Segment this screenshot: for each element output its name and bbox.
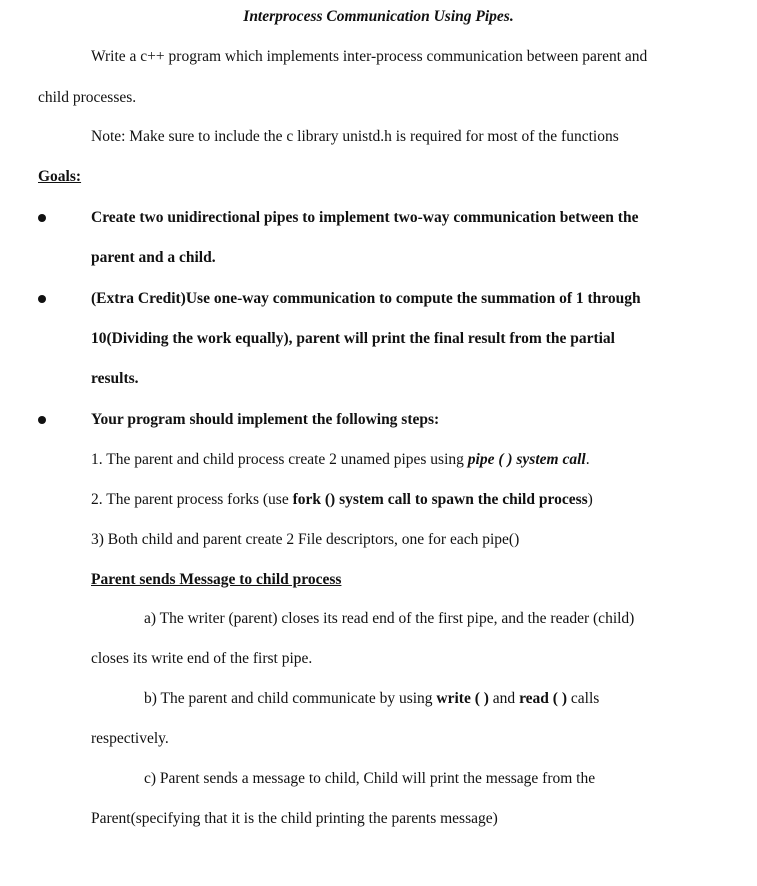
step-2-text: 2. The parent process forks (use	[91, 491, 293, 508]
parent-c-line-1: c) Parent sends a message to child, Child will print the message from the	[144, 770, 596, 787]
goal-3-line-1: Your program should implement the following steps:	[91, 411, 440, 428]
step-1	[91, 450, 590, 470]
parent-b-text: b) The parent and child communicate by using	[144, 690, 437, 707]
parent-b-and: and	[488, 690, 520, 707]
document-title: Interprocess Communication Using Pipes.	[243, 8, 514, 25]
intro-note: Note: Make sure to include the c library unistd.h is required for most of the functions	[91, 128, 619, 145]
intro-line-1: Write a c++ program which implements inter-process communication between parent and	[91, 48, 648, 65]
parent-c-line-2: Parent(specifying that it is the child printing the parents message)	[91, 810, 498, 827]
parent-b-line-2: respectively.	[91, 730, 169, 747]
step-2-end: )	[587, 491, 593, 508]
parent-b-line-1	[144, 689, 599, 709]
parent-b-calls: calls	[567, 690, 600, 707]
read-call: read ( )	[519, 690, 567, 707]
bullet-icon	[38, 214, 46, 222]
goal-2-line-3: results.	[91, 370, 139, 387]
step-1-end: .	[585, 451, 590, 468]
step-1-emphasis: pipe ( ) system call	[467, 451, 586, 468]
intro-line-2: child processes.	[38, 89, 137, 106]
parent-a-line-2: closes its write end of the first pipe.	[91, 650, 313, 667]
step-2	[91, 490, 593, 510]
goal-1-line-2: parent and a child.	[91, 249, 216, 266]
step-3: 3) Both child and parent create 2 File descriptors, one for each pipe()	[91, 531, 520, 548]
parent-section-heading: Parent sends Message to child process	[91, 571, 342, 588]
step-1-text: 1. The parent and child process create 2 unamed pipes using	[91, 451, 468, 468]
parent-a-line-1: a) The writer (parent) closes its read end of the first pipe, and the reader (child)	[144, 610, 635, 627]
goal-1-line-1: Create two unidirectional pipes to implement two-way communication between the	[91, 209, 639, 226]
step-2-emphasis: fork () system call to spawn the child process	[292, 491, 588, 508]
goals-heading: Goals:	[38, 168, 82, 185]
goal-2-line-2: 10(Dividing the work equally), parent will print the final result from the partial	[91, 330, 615, 347]
goal-2-line-1: (Extra Credit)Use one-way communication to compute the summation of 1 through	[91, 290, 641, 307]
bullet-icon	[38, 416, 46, 424]
write-call: write ( )	[436, 690, 489, 707]
bullet-icon	[38, 295, 46, 303]
